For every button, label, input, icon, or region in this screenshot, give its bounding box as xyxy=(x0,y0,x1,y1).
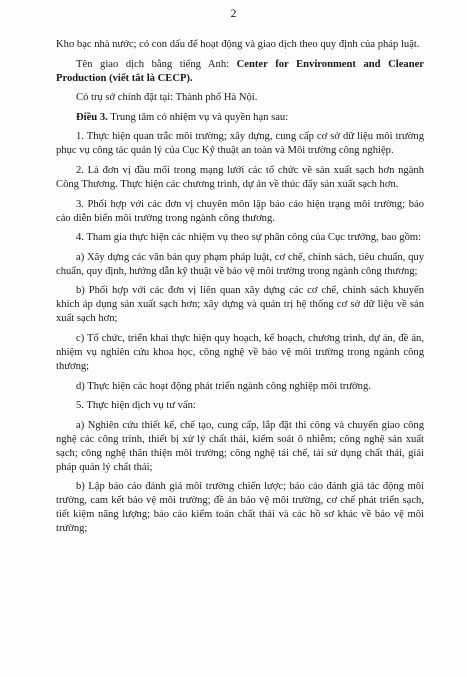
english-name-label: Tên giao dịch bằng tiếng Anh: xyxy=(76,58,237,70)
duty-item-1: 1. Thực hiện quan trắc môi trường; xây dựng, cung cấp cơ sở dữ liệu môi trường phục vụ công tác quản lý của Cục Kỹ thuật an toàn và Môi trường công nghiệp. xyxy=(56,131,424,157)
page-number: 2 xyxy=(230,8,237,20)
english-name-value: Center for Environment and Cleaner Production (viết tắt là CECP). xyxy=(56,58,425,84)
duty-item-4d: d) Thực hiện các hoạt động phát triển ngành công nghiệp môi trường. xyxy=(76,380,371,392)
duty-item-5b: b) Lập báo cáo đánh giá môi trường chiến lược; báo cáo đánh giá tác động môi trường, cam kết bảo vệ môi trường; đề án bảo vệ môi trường, cơ chế phát triển sạch, tiết kiệm năng lượng; báo cáo kiểm toán chất thải và các hồ sơ khác về bảo vệ môi trường; xyxy=(56,481,424,535)
duty-item-5a: a) Nghiên cứu thiết kế, chế tạo, cung cấp, lắp đặt thi công và chuyển giao công nghệ các công trình, thiết bị xử lý chất thải, kiểm soát ô nhiễm; công nghệ sản xuất sạch; công nghệ thân thiện môi trường; công nghệ tái chế, tái sử dụng chất thải, giải pháp quản lý chất thải; xyxy=(56,419,424,473)
duty-item-4b: b) Phối hợp với các đơn vị liên quan xây dựng các cơ chế, chính sách khuyến khích áp dụng sản xuất sạch hơn; xây dựng và quản trị hệ thống cơ sở dữ liệu về sản xuất sạch hơn; xyxy=(56,285,424,325)
duty-item-3: 3. Phối hợp với các đơn vị chuyên môn lập báo cáo hiện trạng môi trường; báo cáo diễn biến môi trường trong ngành công thương. xyxy=(56,198,424,224)
duty-item-4: 4. Tham gia thực hiện các nhiệm vụ theo sự phân công của Cục trưởng, bao gồm: xyxy=(76,232,422,244)
paragraph-continuation: Kho bạc nhà nước; có con dấu để hoạt động và giao dịch theo quy định của pháp luật. xyxy=(56,39,420,50)
duty-item-2: 2. Là đơn vị đầu mối trong mạng lưới các tổ chức về sản xuất sạch hơn ngành Công Thương. Thực hiện các chương trình, dự án về thúc đẩy sản xuất sạch hơn. xyxy=(56,164,424,190)
duty-item-4a: a) Xây dựng các văn bản quy phạm pháp luật, cơ chế, chính sách, tiêu chuẩn, quy chuẩn, quy định, hướng dẫn kỹ thuật về bảo vệ môi trường trong ngành công thương; xyxy=(56,251,424,277)
paragraph-english-name xyxy=(56,58,424,86)
duty-item-4c: c) Tổ chức, triển khai thực hiện quy hoạch, kế hoạch, chương trình, dự án, đề án, nhiệm vụ nghiên cứu khoa học, công nghệ về bảo vệ môi trường trong ngành công thương; xyxy=(56,332,424,372)
duty-item-5: 5. Thực hiện dịch vụ tư vấn: xyxy=(76,400,196,412)
article-3-label: Điều 3. xyxy=(76,111,108,123)
paragraph-headquarters: Có trụ sở chính đặt tại: Thành phố Hà Nội. xyxy=(76,92,258,104)
article-3-heading xyxy=(56,111,424,125)
article-3-text: Trung tâm có nhiệm vụ và quyền hạn sau: xyxy=(107,111,289,123)
document-body xyxy=(56,38,424,542)
